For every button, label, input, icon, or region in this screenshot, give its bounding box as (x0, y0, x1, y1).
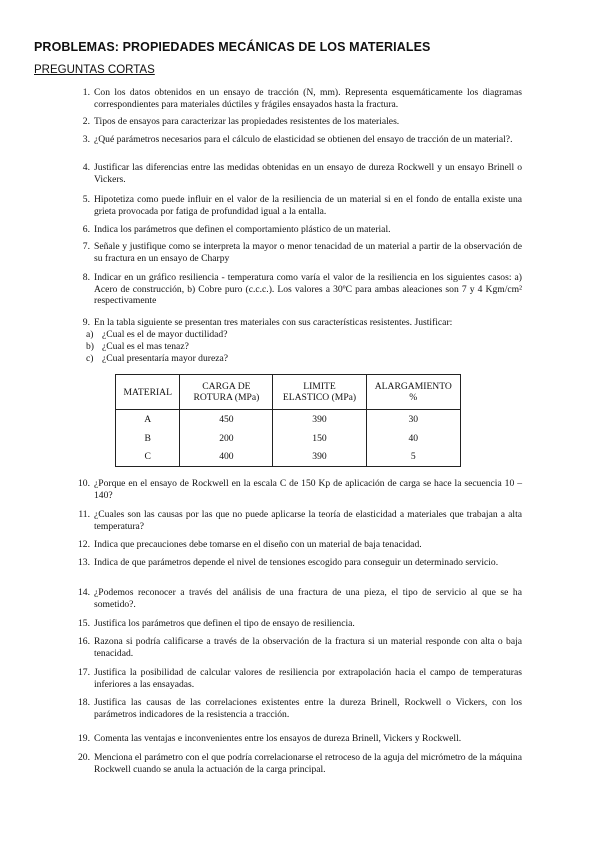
question-text: ¿Porque en el ensayo de Rockwell en la escala C de 150 Kp de aplicación de carga se hace la secuencia 10 – 140? (94, 478, 522, 501)
table-cell: B (116, 430, 180, 448)
question-text: ¿Podemos reconocer a través del análisis de una fractura de una pieza, el tipo de servicio al que se ha sometido?. (94, 587, 522, 610)
question-text: Indica que precauciones debe tomarse en el diseño con un material de baja tenacidad. (94, 539, 422, 550)
section-heading: PREGUNTAS CORTAS (34, 64, 155, 76)
table-row (116, 448, 461, 467)
question-text: En la tabla siguiente se presentan tres materiales con sus características resistentes. Justificar: (94, 317, 453, 328)
header-alargamiento: ALARGAMIENTO % (366, 375, 460, 410)
table-header-row (116, 375, 461, 410)
question-number: 19. (78, 733, 90, 744)
question-text: ¿Qué parámetros necesarios para el cálculo de elasticidad se obtienen del ensayo de tracción de un material?. (94, 134, 513, 145)
question-text: Razona si podría calificarse a través de la observación de la fractura si un material responde con alta o baja tenacidad. (94, 636, 522, 659)
table-cell: 150 (273, 430, 366, 448)
table-row (116, 410, 461, 430)
question-text: Señale y justifique como se interpreta la mayor o menor tenacidad de un material a partir de la observación de su fractura en un ensayo de Charpy (94, 241, 522, 264)
question-text: Tipos de ensayos para caracterizar las propiedades resistentes de los materiales. (94, 116, 400, 127)
table-cell: A (116, 410, 180, 430)
question-number: 3. (82, 134, 90, 145)
table-cell: 30 (366, 410, 460, 430)
question-number: 9. (82, 317, 90, 328)
subitem-letter: b) (86, 341, 94, 352)
question-number: 12. (78, 539, 90, 550)
question-number: 18. (78, 697, 90, 708)
question-text: Indicar en un gráfico resiliencia - temperatura como varía el valor de la resiliencia en los siguientes casos: a) Acero de construcción, b) Cobre puro (c.c.c.). Los valores a 30ºC para ambas aleaciones son 7 y 4 Kgm/cm² respectivamente (94, 272, 522, 307)
question-number: 7. (82, 241, 90, 252)
question-number: 1. (82, 87, 90, 98)
question-number: 6. (82, 224, 90, 235)
question-text: Indica de que parámetros depende el nivel de tensiones escogido para conseguir un determinado servicio. (94, 557, 499, 568)
question-text: Justifica los parámetros que definen el tipo de ensayo de resiliencia. (94, 618, 355, 629)
materials-table (115, 374, 461, 467)
table-cell: 390 (273, 410, 366, 430)
subitem-letter: c) (86, 353, 94, 364)
question-number: 11. (78, 509, 90, 520)
question-number: 13. (78, 557, 90, 568)
question-number: 14. (78, 587, 90, 598)
table-cell: 450 (180, 410, 273, 430)
subitem-letter: a) (86, 329, 94, 340)
question-text: ¿Cuales son las causas por las que no puede aplicarse la teoría de elasticidad a materiales que trabajan a alta temperatura? (94, 509, 522, 532)
question-text: Menciona el parámetro con el que podría correlacionarse el retroceso de la aguja del micrómetro de la máquina Rockwell cuando se anula la actuación de la carga principal. (94, 752, 522, 775)
table-cell: 400 (180, 448, 273, 467)
subitem-text: ¿Cual es el de mayor ductilidad? (102, 329, 228, 340)
document-title: PROBLEMAS: PROPIEDADES MECÁNICAS DE LOS MATERIALES (34, 40, 431, 54)
table-cell: 5 (366, 448, 460, 467)
question-number: 2. (82, 116, 90, 127)
table-cell: 390 (273, 448, 366, 467)
table-cell: C (116, 448, 180, 467)
question-text: Comenta las ventajas e inconvenientes entre los ensayos de dureza Brinell, Vickers y Rockwell. (94, 733, 462, 744)
header-material: MATERIAL (116, 375, 180, 410)
question-text: Indica los parámetros que definen el comportamiento plástico de un material. (94, 224, 391, 235)
question-text: Con los datos obtenidos en un ensayo de tracción (N, mm). Representa esquemáticamente los diagramas correspondientes para materiales dúctiles y frágiles ensayados hasta la fractura. (94, 87, 522, 110)
subitem-text: ¿Cual es el mas tenaz? (102, 341, 189, 352)
question-number: 15. (78, 618, 90, 629)
question-number: 10. (78, 478, 90, 489)
header-carga-rotura: CARGA DE ROTURA (MPa) (180, 375, 273, 410)
subitem-text: ¿Cual presentaría mayor dureza? (102, 353, 228, 364)
header-limite-elastico: LIMITE ELASTICO (MPa) (273, 375, 366, 410)
question-text: Hipotetiza como puede influir en el valor de la resiliencia de un material si en el fondo de entalla existe una grieta provocada por fatiga de profundidad igual a la entalla. (94, 194, 522, 217)
question-number: 5. (82, 194, 90, 205)
question-number: 16. (78, 636, 90, 647)
question-text: Justifica las causas de las correlaciones existentes entre la dureza Brinell, Rockwell o Vickers, con los parámetros indicadores de la resistencia a tracción. (94, 697, 522, 720)
question-number: 20. (78, 752, 90, 763)
question-text: Justificar las diferencias entre las medidas obtenidas en un ensayo de dureza Rockwell y un ensayo Brinell o Vickers. (94, 162, 522, 185)
table-cell: 40 (366, 430, 460, 448)
question-number: 4. (82, 162, 90, 173)
question-number: 17. (78, 667, 90, 678)
table-cell: 200 (180, 430, 273, 448)
question-text: Justifica la posibilidad de calcular valores de resiliencia por extrapolación hacia el campo de temperaturas inferiores a las ensayadas. (94, 667, 522, 690)
question-number: 8. (82, 272, 90, 283)
table-row (116, 430, 461, 448)
